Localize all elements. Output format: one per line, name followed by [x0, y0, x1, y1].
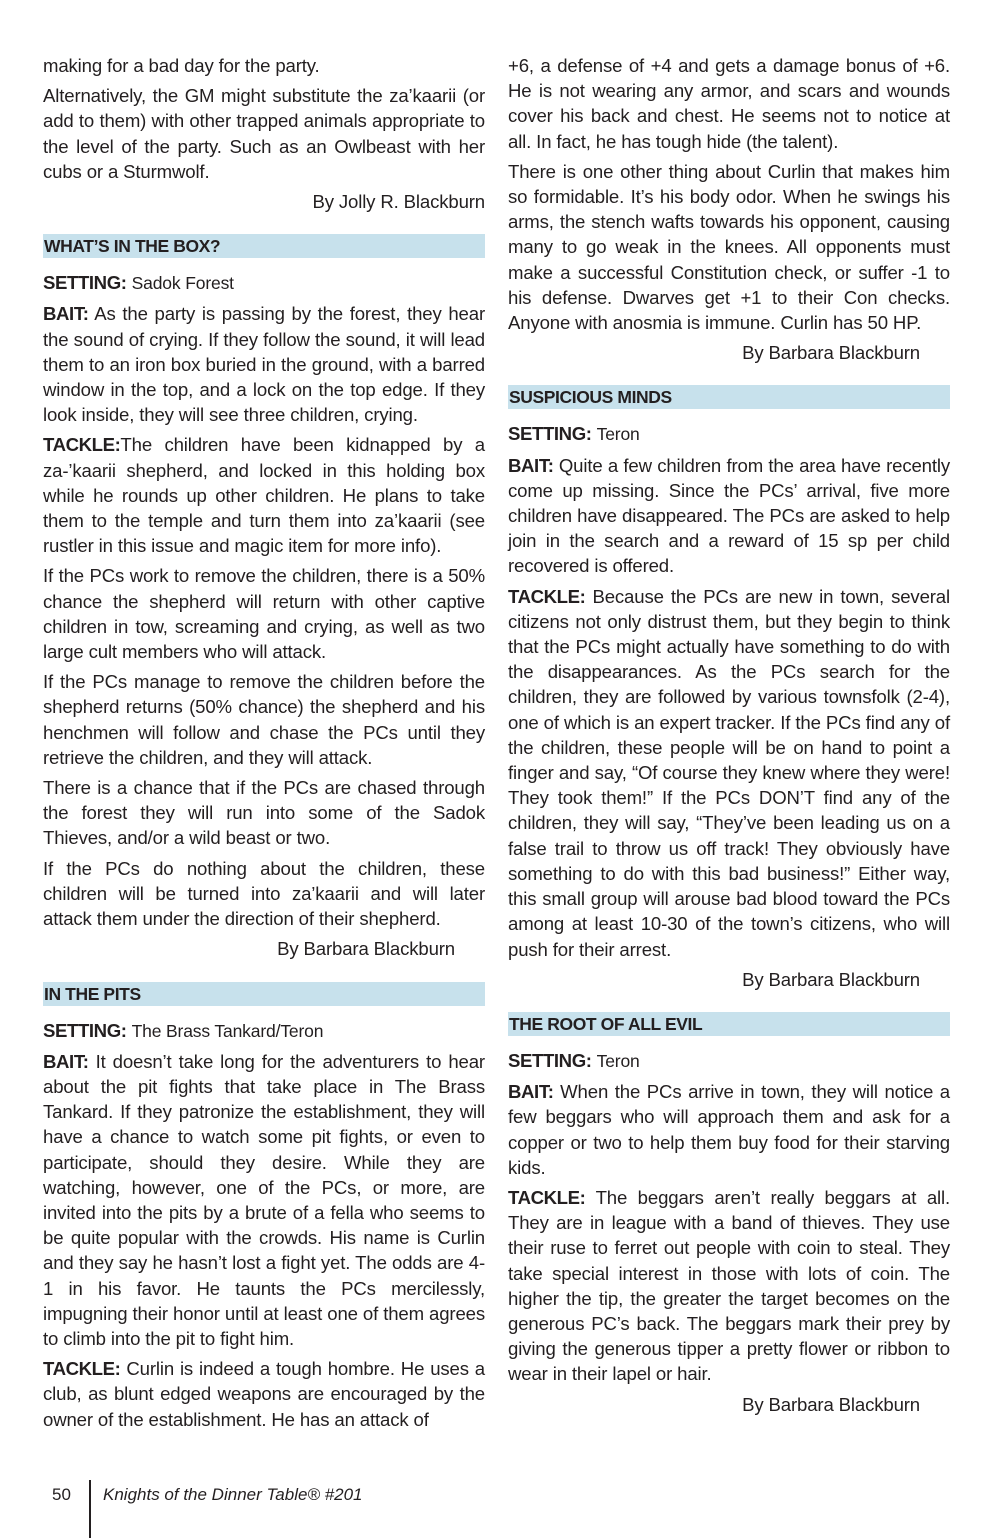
tackle-label: TACKLE: — [43, 1358, 121, 1380]
tackle-label: TACKLE: — [508, 585, 586, 607]
bait-label: BAIT: — [43, 303, 89, 325]
byline: By Barbara Blackburn — [277, 938, 455, 960]
setting-line — [43, 270, 485, 296]
bait-text: As the party is passing by the forest, they hear the sound of crying. If they follow the sound, it will lead them to an iron box buried in the ground, with a barred window in the top, and a lock on the top edge. If they look inside, they will see three children, crying. — [43, 303, 485, 426]
byline: By Jolly R. Blackburn — [312, 191, 485, 213]
setting-value: Sadok Forest — [131, 273, 234, 294]
right-column — [508, 53, 950, 1437]
byline: By Barbara Blackburn — [742, 968, 920, 990]
setting-label: SETTING: — [43, 272, 127, 294]
section-heading-in-the-pits: IN THE PITS — [43, 982, 485, 1006]
section-heading-whats-in-the-box: WHAT’S IN THE BOX? — [43, 234, 485, 258]
tackle-paragraph — [508, 1185, 950, 1387]
setting-value: Teron — [596, 424, 640, 445]
setting-line — [508, 421, 950, 447]
intro-paragraph: Alternatively, the GM might substitute the za’kaarii (or add to them) with other trapped animals appropriate to the level of the party. Such as an Owlbeast with her cubs or a Sturmwolf. — [43, 85, 485, 182]
bait-text: It doesn’t take long for the adventurers to hear about the pit fights that take place in The Brass Tankard. If they patronize the establishment, they will have a chance to watch some pit fights, or even to participate, should they desire. While they are watching, however, one of the PCs, or more, are invited into the pits by a brute of a fella who seems to be quite popular with the crowds. His name is Curlin and they say he hasn’t lost a fight yet. The odds are 4-1 in his favor. He taunts the PCs mercilessly, impugning their honor until at least one of them agrees to climb into the pit to fight him. — [43, 1050, 485, 1349]
setting-line — [508, 1048, 950, 1074]
body-paragraph: There is a chance that if the PCs are chased through the forest they will run into some of the Sadok Thieves, and/or a wild beast or two. — [43, 777, 485, 849]
bait-text: Quite a few children from the area have recently come up missing. Since the PCs’ arrival, five more children have disappeared. The PCs are asked to help join in the search and a reward of 15 sp per child recovered is offered. — [508, 454, 950, 577]
bait-label: BAIT: — [43, 1050, 89, 1072]
publication-title: Knights of the Dinner Table® #201 — [103, 1485, 363, 1504]
intro-paragraph: making for a bad day for the party. — [43, 55, 320, 76]
tackle-paragraph — [508, 584, 950, 962]
byline: By Barbara Blackburn — [742, 342, 920, 364]
tackle-label: TACKLE: — [43, 434, 121, 456]
setting-value: The Brass Tankard/Teron — [131, 1020, 324, 1041]
setting-label: SETTING: — [43, 1019, 127, 1041]
bait-paragraph — [508, 453, 950, 579]
setting-value: Teron — [596, 1050, 640, 1071]
bait-text: When the PCs arrive in town, they will notice a few beggars who will approach them and ask for a copper or two to help them buy food for their starving kids. — [508, 1081, 950, 1178]
setting-label: SETTING: — [508, 1049, 592, 1071]
byline: By Barbara Blackburn — [742, 1393, 920, 1415]
tackle-text: The children have been kidnapped by a za-’kaarii shepherd, and locked in this holding box while he rounds up other children. He plans to take them to the temple and turn them into za’kaarii (see rustler in this issue and magic item for more info). — [43, 434, 485, 557]
tackle-paragraph — [43, 432, 485, 558]
section-heading-root-of-all-evil: THE ROOT OF ALL EVIL — [508, 1012, 950, 1036]
bait-paragraph — [43, 301, 485, 427]
footer-divider — [89, 1480, 91, 1538]
setting-line — [43, 1018, 485, 1044]
tackle-text: Because the PCs are new in town, several citizens not only distrust them, but they begin to think that the PCs might actually have something to do with the disappearances. As the PCs search for the children, they are followed by various townsfolk (2-4), one of which is an expert tracker. If the PCs find any of the children, these people will be on hand to point a finger and say, “Of course they knew where they were! They took them!” If the PCs DON’T find any of the children, they will say, “They’ve been leading us on a false trail to throw us off track! They obviously have something to do with this bad business!” Either way, this small group will arouse bad blood toward the PCs among at least 10-30 of the town’s citizens, who will push for their arrest. — [508, 585, 950, 960]
bait-paragraph — [508, 1079, 950, 1180]
page-number: 50 — [52, 1485, 71, 1504]
continued-paragraph: There is one other thing about Curlin that makes him so formidable. It’s his body odor. When he swings his arms, the stench wafts towards his opponent, causing many to go weak in the knees. All opponents must make a successful Constitution check, or suffer -1 to his defense. Dwarves get +1 to their Con checks. Anyone with anosmia is immune. Curlin has 50 HP. — [508, 160, 950, 334]
tackle-text: The beggars aren’t really beggars at all. They are in league with a band of thieves. They use their ruse to ferret out people with coin to steal. They take special interest in those with lots of coin. The higher the tip, the greater the target becomes on the generous PC’s back. The beggars mark their prey by giving the generous tipper a pretty flower or ribbon to wear in their lapel or hair. — [508, 1186, 950, 1385]
setting-label: SETTING: — [508, 423, 592, 445]
body-paragraph: If the PCs work to remove the children, there is a 50% chance the shepherd will return with other captive children in tow, screaming and crying, as well as two large cult members who will attack. — [43, 565, 485, 663]
continued-paragraph: +6, a defense of +4 and gets a damage bonus of +6. He is not wearing any armor, and scars and wounds cover his back and chest. He seems not to notice at all. In fact, he has tough hide (the talent). — [508, 55, 950, 152]
bait-label: BAIT: — [508, 454, 554, 476]
left-column — [43, 53, 485, 1437]
body-paragraph: If the PCs manage to remove the children before the shepherd returns (50% chance) the shepherd and his henchmen will follow and chase the PCs until they retrieve the children, and they will attack. — [43, 671, 485, 768]
bait-paragraph — [43, 1049, 485, 1351]
bait-label: BAIT: — [508, 1081, 554, 1103]
tackle-paragraph — [43, 1356, 485, 1432]
tackle-label: TACKLE: — [508, 1186, 586, 1208]
tackle-text: Curlin is indeed a tough hombre. He uses a club, as blunt edged weapons are encouraged by the owner of the establishment. He has an attack of — [43, 1358, 485, 1430]
body-paragraph: If the PCs do nothing about the children, these children will be turned into za’kaarii and will later attack them under the direction of their shepherd. — [43, 857, 485, 930]
section-heading-suspicious-minds: SUSPICIOUS MINDS — [508, 385, 950, 409]
